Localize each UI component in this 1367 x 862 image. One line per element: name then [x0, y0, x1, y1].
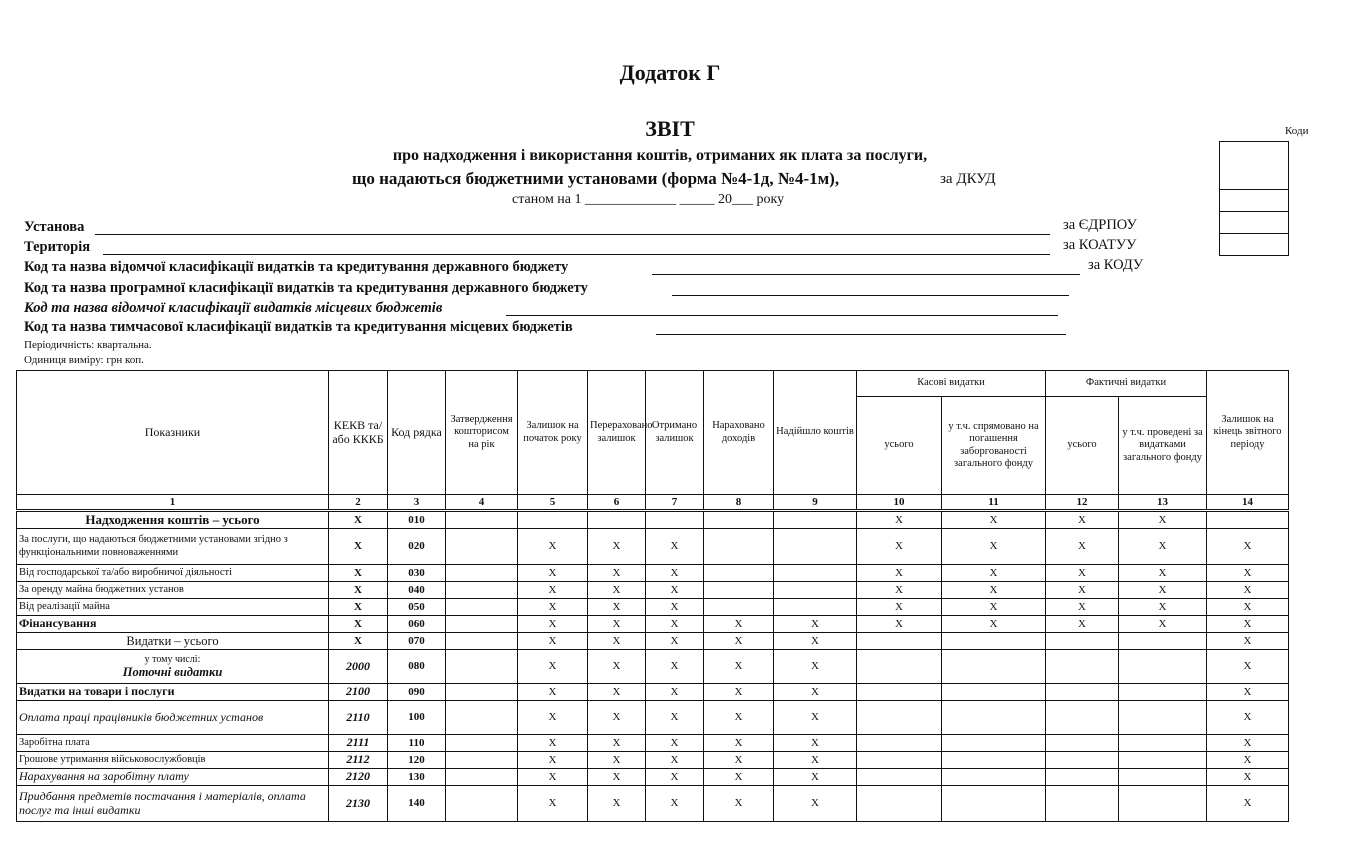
table-cell[interactable]: X: [1119, 599, 1207, 616]
row-code: 060: [388, 616, 446, 633]
table-cell[interactable]: [1207, 511, 1289, 529]
table-cell[interactable]: X: [942, 616, 1046, 633]
table-cell[interactable]: [857, 735, 942, 752]
appendix-label: Додаток Г: [619, 60, 721, 85]
table-cell[interactable]: X: [1207, 701, 1289, 735]
table-cell[interactable]: X: [646, 599, 704, 616]
row-code: 050: [388, 599, 446, 616]
column-number: 8: [704, 495, 774, 511]
field-institution-label: Установа: [24, 219, 85, 235]
table-row: [17, 582, 1289, 599]
table-cell[interactable]: X: [857, 565, 942, 582]
table-cell[interactable]: X: [774, 701, 857, 735]
row-label: Придбання предметів постачання і матеріалів, оплата послуг та інші видатки: [17, 786, 329, 822]
table-cell[interactable]: [774, 599, 857, 616]
table-cell[interactable]: X: [588, 684, 646, 701]
column-number: 12: [1046, 495, 1119, 511]
table-cell[interactable]: [446, 786, 518, 822]
table-cell[interactable]: X: [774, 769, 857, 786]
table-cell[interactable]: X: [588, 786, 646, 822]
row-code: 100: [388, 701, 446, 735]
table-cell[interactable]: [446, 735, 518, 752]
table-cell[interactable]: [774, 511, 857, 529]
header-row-code: Код рядка: [388, 371, 446, 495]
table-cell[interactable]: X: [704, 735, 774, 752]
field-dept-classification-line[interactable]: [652, 274, 1080, 275]
table-cell[interactable]: [942, 786, 1046, 822]
table-cell[interactable]: X: [518, 735, 588, 752]
table-cell[interactable]: X: [518, 599, 588, 616]
table-cell[interactable]: X: [1207, 565, 1289, 582]
table-cell[interactable]: [1119, 684, 1207, 701]
field-dept-classification-label: Код та назва відомчої класифікації видатків та кредитування державного бюджету: [24, 259, 569, 275]
table-cell[interactable]: [446, 599, 518, 616]
table-cell[interactable]: [774, 565, 857, 582]
column-number: 10: [857, 495, 942, 511]
row-kekv: 2120: [329, 769, 388, 786]
table-cell[interactable]: X: [1207, 582, 1289, 599]
table-cell[interactable]: X: [646, 650, 704, 684]
code-cell-koatuu: [1220, 212, 1288, 234]
table-cell[interactable]: [1046, 650, 1119, 684]
table-cell[interactable]: X: [588, 529, 646, 565]
row-kekv: 2110: [329, 701, 388, 735]
codes-label: Коди: [1285, 125, 1309, 137]
table-cell[interactable]: X: [588, 735, 646, 752]
table-cell[interactable]: [704, 565, 774, 582]
table-cell[interactable]: X: [942, 599, 1046, 616]
table-cell[interactable]: X: [646, 565, 704, 582]
table-cell[interactable]: X: [774, 650, 857, 684]
row-label: Фінансування: [17, 616, 329, 633]
table-row: [17, 633, 1289, 650]
table-cell[interactable]: [942, 701, 1046, 735]
field-local-dept-classification-label: Код та назва відомчої класифікації видатків місцевих бюджетів: [24, 300, 443, 316]
row-code: 120: [388, 752, 446, 769]
table-cell[interactable]: [704, 529, 774, 565]
table-row: [17, 735, 1289, 752]
table-cell[interactable]: [446, 752, 518, 769]
table-cell[interactable]: [857, 650, 942, 684]
table-cell[interactable]: X: [646, 701, 704, 735]
table-cell[interactable]: [942, 684, 1046, 701]
table-cell[interactable]: X: [1119, 511, 1207, 529]
row-kekv: X: [329, 599, 388, 616]
table-cell[interactable]: [1119, 786, 1207, 822]
table-cell[interactable]: X: [1119, 616, 1207, 633]
table-cell[interactable]: [1046, 633, 1119, 650]
table-cell[interactable]: X: [588, 565, 646, 582]
table-cell[interactable]: [774, 582, 857, 599]
table-cell[interactable]: X: [1207, 633, 1289, 650]
report-subtitle-1: про надходження і використання коштів, отриманих як плата за послуги,: [392, 147, 928, 164]
table-cell[interactable]: X: [518, 565, 588, 582]
table-row: [17, 650, 1289, 684]
table-cell[interactable]: X: [588, 599, 646, 616]
table-cell[interactable]: [446, 529, 518, 565]
table-cell[interactable]: [446, 582, 518, 599]
table-row: [17, 565, 1289, 582]
table-cell[interactable]: X: [704, 701, 774, 735]
table-cell[interactable]: X: [518, 650, 588, 684]
dkud-label: за ДКУД: [940, 171, 996, 187]
table-cell[interactable]: [942, 735, 1046, 752]
table-cell[interactable]: X: [588, 582, 646, 599]
table-cell[interactable]: [446, 701, 518, 735]
row-code: 070: [388, 633, 446, 650]
column-number: 11: [942, 495, 1046, 511]
row-kekv: 2111: [329, 735, 388, 752]
table-cell[interactable]: [774, 529, 857, 565]
row-code: 030: [388, 565, 446, 582]
table-cell[interactable]: X: [1046, 582, 1119, 599]
table-cell[interactable]: [857, 684, 942, 701]
column-number: 3: [388, 495, 446, 511]
table-cell[interactable]: X: [588, 633, 646, 650]
row-kekv: X: [329, 616, 388, 633]
table-cell[interactable]: [1046, 735, 1119, 752]
table-cell[interactable]: X: [646, 769, 704, 786]
table-cell[interactable]: X: [1207, 650, 1289, 684]
codes-box: [1219, 141, 1289, 256]
table-cell[interactable]: X: [518, 633, 588, 650]
code-cell-edrpou: [1220, 190, 1288, 212]
row-kekv: X: [329, 511, 388, 529]
table-cell[interactable]: X: [1119, 565, 1207, 582]
table-cell[interactable]: X: [1207, 684, 1289, 701]
table-cell[interactable]: X: [1046, 616, 1119, 633]
row-label: За послуги, що надаються бюджетними установами згідно з функціональними повноваженнями: [17, 529, 329, 565]
row-kekv: X: [329, 565, 388, 582]
table-cell[interactable]: X: [646, 735, 704, 752]
header-balance-end: Залишок на кінець звітного періоду: [1207, 371, 1289, 495]
table-cell[interactable]: [857, 786, 942, 822]
column-number: 1: [17, 495, 329, 511]
table-cell[interactable]: X: [646, 633, 704, 650]
table-cell[interactable]: X: [942, 582, 1046, 599]
table-cell[interactable]: X: [518, 616, 588, 633]
row-kekv: X: [329, 529, 388, 565]
table-cell[interactable]: [704, 511, 774, 529]
table-cell[interactable]: X: [774, 633, 857, 650]
row-kekv: X: [329, 633, 388, 650]
row-code: 040: [388, 582, 446, 599]
table-cell[interactable]: X: [1046, 529, 1119, 565]
row-label: Надходження коштів – усього: [17, 511, 329, 529]
column-number: 14: [1207, 495, 1289, 511]
column-number: 4: [446, 495, 518, 511]
report-body: [17, 511, 1289, 822]
table-row: [17, 786, 1289, 822]
table-row: [17, 529, 1289, 565]
field-local-dept-classification-line[interactable]: [506, 315, 1058, 316]
row-code: 020: [388, 529, 446, 565]
table-cell[interactable]: X: [704, 752, 774, 769]
table-cell[interactable]: [646, 511, 704, 529]
table-cell[interactable]: [1046, 701, 1119, 735]
table-cell[interactable]: [1046, 769, 1119, 786]
table-cell[interactable]: X: [646, 684, 704, 701]
table-cell[interactable]: [446, 616, 518, 633]
header-actual-total: усього: [1046, 397, 1119, 495]
table-cell[interactable]: [1119, 701, 1207, 735]
header-actual-expenses: Фактичні видатки: [1046, 371, 1207, 397]
table-cell[interactable]: X: [704, 650, 774, 684]
table-row: [17, 599, 1289, 616]
table-cell[interactable]: [942, 650, 1046, 684]
column-numbers-row: [17, 495, 1289, 511]
table-cell[interactable]: [942, 769, 1046, 786]
field-territory-label: Територія: [24, 239, 91, 255]
table-cell[interactable]: [446, 511, 518, 529]
column-number: 6: [588, 495, 646, 511]
table-cell[interactable]: [857, 633, 942, 650]
column-number: 9: [774, 495, 857, 511]
row-label: Заробітна плата: [17, 735, 329, 752]
table-cell[interactable]: X: [1119, 529, 1207, 565]
table-cell[interactable]: X: [588, 616, 646, 633]
table-cell[interactable]: [942, 633, 1046, 650]
table-row: [17, 769, 1289, 786]
table-cell[interactable]: X: [774, 786, 857, 822]
field-temp-classification-label: Код та назва тимчасової класифікації видатків та кредитування місцевих бюджетів: [24, 319, 573, 335]
table-cell[interactable]: X: [518, 769, 588, 786]
column-number: 5: [518, 495, 588, 511]
header-indicators: Показники: [17, 371, 329, 495]
table-cell[interactable]: X: [1046, 511, 1119, 529]
table-cell[interactable]: X: [518, 786, 588, 822]
table-cell[interactable]: X: [857, 616, 942, 633]
header-approved: Затвердження кошторисом на рік: [446, 371, 518, 495]
header-cash-debt: у т.ч. спрямовано на погашення заборгованості загального фонду: [942, 397, 1046, 495]
row-label: Оплата праці працівників бюджетних установ: [17, 701, 329, 735]
table-cell[interactable]: X: [704, 633, 774, 650]
table-cell[interactable]: [446, 633, 518, 650]
row-kekv: 2112: [329, 752, 388, 769]
table-cell[interactable]: [446, 565, 518, 582]
table-cell[interactable]: X: [646, 752, 704, 769]
table-cell[interactable]: [518, 511, 588, 529]
report-title: ЗВІТ: [645, 116, 695, 141]
header-kekv: КЕКВ та/або КККБ: [329, 371, 388, 495]
table-cell[interactable]: X: [704, 786, 774, 822]
table-cell[interactable]: [1119, 735, 1207, 752]
table-cell[interactable]: [1046, 684, 1119, 701]
table-cell[interactable]: X: [1046, 565, 1119, 582]
report-table: [16, 370, 1289, 822]
table-cell[interactable]: X: [1207, 769, 1289, 786]
row-label: Видатки на товари і послуги: [17, 684, 329, 701]
header-received: Отримано залишок: [646, 371, 704, 495]
table-cell[interactable]: X: [588, 769, 646, 786]
periodicity: Періодичність: квартальна.: [24, 339, 152, 351]
table-cell[interactable]: X: [774, 735, 857, 752]
table-cell[interactable]: X: [857, 599, 942, 616]
row-kekv: 2100: [329, 684, 388, 701]
table-cell[interactable]: X: [518, 529, 588, 565]
row-code: 090: [388, 684, 446, 701]
row-kekv: X: [329, 582, 388, 599]
row-code: 010: [388, 511, 446, 529]
table-cell[interactable]: X: [646, 786, 704, 822]
row-code: 110: [388, 735, 446, 752]
row-code: 130: [388, 769, 446, 786]
table-cell[interactable]: X: [1046, 599, 1119, 616]
table-row: [17, 616, 1289, 633]
table-cell[interactable]: X: [588, 701, 646, 735]
row-label: Від реалізації майна: [17, 599, 329, 616]
table-cell[interactable]: [857, 701, 942, 735]
table-cell[interactable]: X: [857, 529, 942, 565]
header-cash-total: усього: [857, 397, 942, 495]
table-cell[interactable]: X: [1207, 786, 1289, 822]
table-cell[interactable]: [942, 752, 1046, 769]
table-cell[interactable]: X: [588, 752, 646, 769]
table-cell[interactable]: X: [588, 650, 646, 684]
field-program-classification-label: Код та назва програмної класифікації видатків та кредитування державного бюджету: [24, 280, 588, 296]
table-cell[interactable]: X: [646, 529, 704, 565]
field-program-classification-line[interactable]: [672, 295, 1069, 296]
row-label: Нарахування на заробітну плату: [17, 769, 329, 786]
as-of-date: станом на 1 _____________ _____ 20___ року: [512, 192, 785, 207]
column-number: 2: [329, 495, 388, 511]
field-dept-classification-code: за КОДУ: [1088, 257, 1144, 273]
row-label: Від господарської та/або виробничої діяльності: [17, 565, 329, 582]
table-cell[interactable]: [446, 684, 518, 701]
row-kekv: 2130: [329, 786, 388, 822]
field-territory-line[interactable]: [103, 254, 1050, 255]
code-cell-dkud: [1220, 142, 1288, 190]
table-cell[interactable]: [857, 752, 942, 769]
row-label: За оренду майна бюджетних установ: [17, 582, 329, 599]
table-cell[interactable]: [1119, 650, 1207, 684]
table-cell[interactable]: X: [942, 565, 1046, 582]
row-label: Грошове утримання військовослужбовців: [17, 752, 329, 769]
table-cell[interactable]: X: [646, 582, 704, 599]
header-received-funds: Надійшло коштів: [774, 371, 857, 495]
field-institution-line[interactable]: [95, 234, 1050, 235]
row-code: 080: [388, 650, 446, 684]
table-cell[interactable]: X: [774, 752, 857, 769]
field-institution-code: за ЄДРПОУ: [1063, 217, 1137, 233]
table-cell[interactable]: X: [857, 511, 942, 529]
table-cell[interactable]: [588, 511, 646, 529]
header-cash-expenses: Касові видатки: [857, 371, 1046, 397]
table-cell[interactable]: X: [518, 684, 588, 701]
table-cell[interactable]: [446, 650, 518, 684]
header-balance-start: Залишок на початок року: [518, 371, 588, 495]
table-cell[interactable]: [1119, 633, 1207, 650]
table-cell[interactable]: X: [518, 752, 588, 769]
table-cell[interactable]: X: [704, 769, 774, 786]
field-temp-classification-line[interactable]: [656, 334, 1066, 335]
table-cell[interactable]: X: [1207, 529, 1289, 565]
header-accrued: Нараховано доходів: [704, 371, 774, 495]
table-cell[interactable]: X: [704, 684, 774, 701]
table-cell[interactable]: [704, 582, 774, 599]
column-number: 7: [646, 495, 704, 511]
table-cell[interactable]: X: [1207, 616, 1289, 633]
table-cell[interactable]: [1046, 752, 1119, 769]
table-cell[interactable]: X: [942, 511, 1046, 529]
table-cell[interactable]: X: [774, 684, 857, 701]
table-cell[interactable]: X: [1207, 599, 1289, 616]
table-cell[interactable]: X: [774, 616, 857, 633]
table-cell[interactable]: X: [1207, 735, 1289, 752]
code-cell-kodu: [1220, 234, 1288, 255]
table-cell[interactable]: X: [1207, 752, 1289, 769]
field-territory-code: за КОАТУУ: [1063, 237, 1137, 253]
table-row: [17, 701, 1289, 735]
table-cell[interactable]: [446, 769, 518, 786]
table-cell[interactable]: [1119, 769, 1207, 786]
table-cell[interactable]: X: [518, 701, 588, 735]
table-cell[interactable]: X: [1119, 582, 1207, 599]
table-cell[interactable]: X: [518, 582, 588, 599]
table-cell[interactable]: X: [857, 582, 942, 599]
report-subtitle-2: що надаються бюджетними установами (форма №4-1д, №4-1м),: [352, 169, 840, 188]
table-cell[interactable]: [704, 599, 774, 616]
table-cell[interactable]: X: [942, 529, 1046, 565]
header-transferred: Перераховано залишок: [588, 371, 646, 495]
table-cell[interactable]: [1119, 752, 1207, 769]
column-number: 13: [1119, 495, 1207, 511]
row-kekv: 2000: [329, 650, 388, 684]
header-actual-general: у т.ч. проведені за видатками загального фонду: [1119, 397, 1207, 495]
row-label: Видатки – усього: [17, 633, 329, 650]
table-cell[interactable]: X: [646, 616, 704, 633]
row-code: 140: [388, 786, 446, 822]
row-label: у тому числі: Поточні видатки: [17, 650, 329, 684]
table-row: [17, 752, 1289, 769]
table-cell[interactable]: [1046, 786, 1119, 822]
table-row: [17, 511, 1289, 529]
table-cell[interactable]: X: [704, 616, 774, 633]
table-cell[interactable]: [857, 769, 942, 786]
table-row: [17, 684, 1289, 701]
unit-of-measure: Одиниця виміру: грн коп.: [24, 354, 144, 366]
